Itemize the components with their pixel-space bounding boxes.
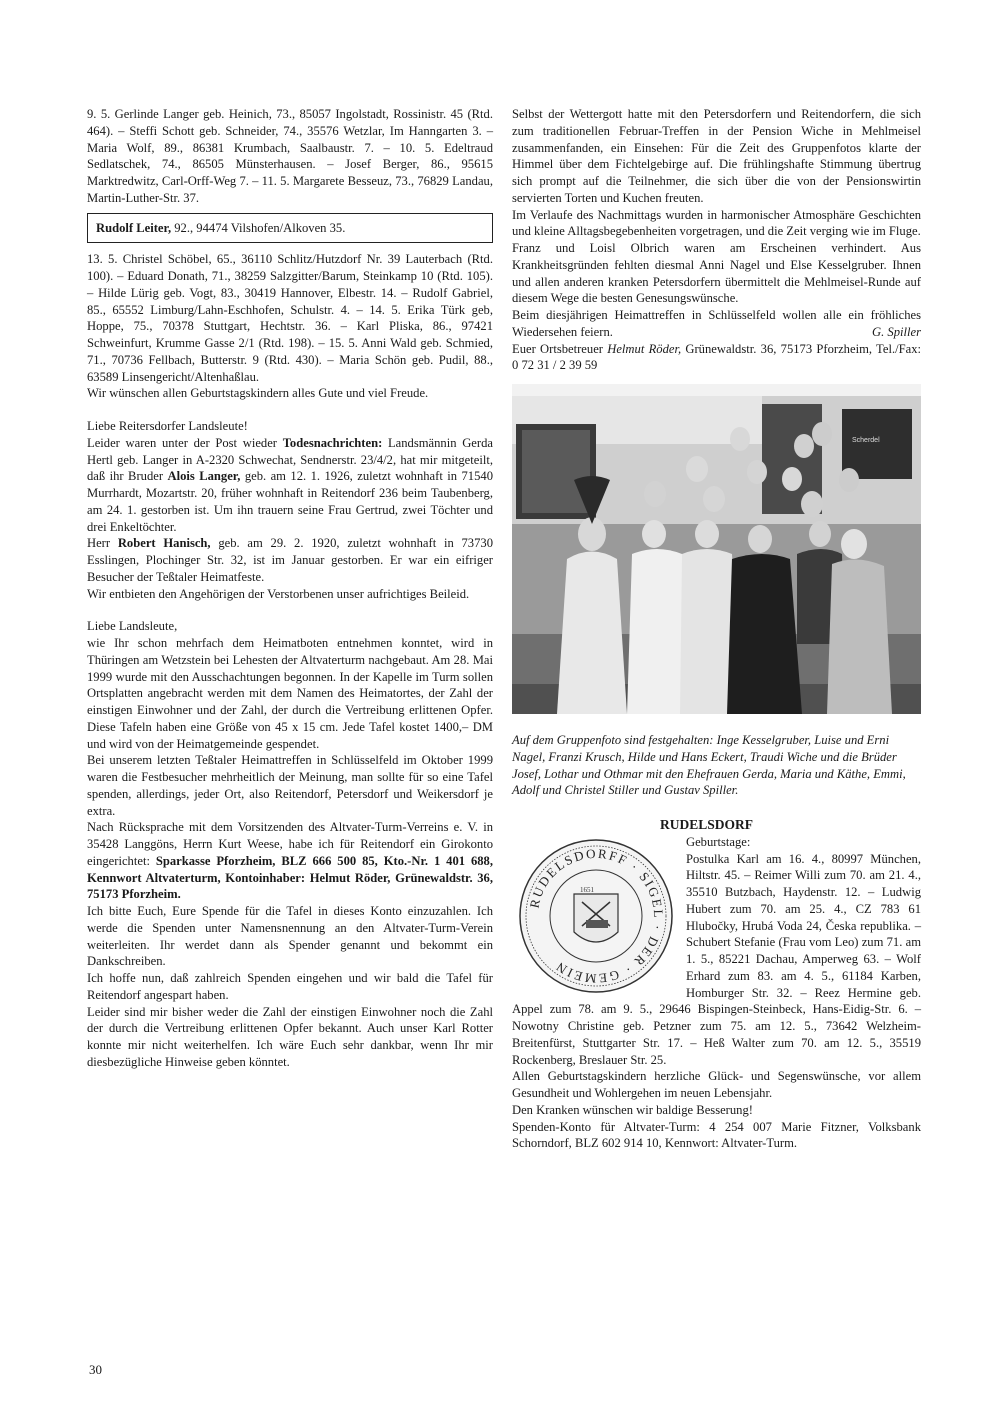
- death-notice-2: Herr Robert Hanisch, geb. am 29. 2. 1920, zuletzt wohnhaft in 73730 Esslingen, Plochinger Str. 32, ist im Januar gestorben. Er war ein eifriger Besucher der Teßtaler Heimatfeste.: [87, 536, 493, 584]
- greeting-reitersdorf: Liebe Reitersdorfer Landsleute!: [87, 419, 248, 433]
- seal-ring-text: RUDELSDORFF · SIGEL · DER · GEMEIN: [526, 845, 667, 987]
- tower-paragraph-1: wie Ihr schon mehrfach dem Heimatboten entnehmen konntet, wird in Thüringen am Wetzstein bei Lehesten der Altvaterturm nachgebaut. Am 28. Mai 1999 wurde mit den Ausschachtungen begonnen. In der Kapelle im Turm sollen Ortsplatten angebracht werden mit dem Namen des Heimatortes, der Zahl der einstigen Einwohner und der Zahl, der durch die Vertreibung erlittenen Opfer. Diese Tafeln haben eine Größe von 45 x 15 cm. Jede Tafel kostet 1400,– DM und wird von der Heimatgemeinde gespendet.: [87, 636, 493, 751]
- tower-paragraph-3: Nach Rücksprache mit dem Vorsitzenden des Altvater-Turm-Verreins e. V. in 35428 Langgöns, Herrn Kurt Weese, habe ich für Reitendorf ein Girokonto eingerichtet: Sparkasse Pforzheim, BLZ 666 500 85, Kto.-Nr. 1 401 688, Kennwort Altvaterturm, Kontoinhaber: Helmut Röder, Grünewaldstr. 36, 75173 Pforzheim.: [87, 820, 493, 902]
- birthday-wish: Wir wünschen allen Geburtstagskindern alles Gute und viel Freude.: [87, 386, 429, 401]
- tower-paragraph-2: Bei unserem letzten Teßtaler Heimattreffen in Schlüsselfeld im Oktober 1999 waren die Festbesucher mehrheitlich der Meinung, man sollte für so eine Tafel spenden, allerdings, jeder Ort, also Reitendorf, Petersdorf und Weikersdorf je extra.: [87, 753, 493, 818]
- donation-account: Spenden-Konto für Altvater-Turm: 4 254 007 Marie Fitzner, Volksbank Schorndorf, BLZ 602 914 10, Kennwort: Altvater-Turm.: [512, 1119, 921, 1151]
- tower-paragraph-6: Leider sind mir bisher weder die Zahl der einstigen Einwohner noch die Zahl der durch die Vertreibung erlittenen Opfer bekannt. Auch unser Karl Rotter konnte mir nicht weiterhelfen. Ich wäre Euch sehr dankbar, wenn Ihr mir diesbezügliche Hinweise geben könntet.: [87, 1004, 493, 1069]
- group-photo: [512, 384, 921, 714]
- tower-paragraph-4: Ich bitte Euch, Eure Spende für die Tafel in dieses Konto einzuzahlen. Ich werde die Spenden unter Namensnennung an den Altvater-Turm-Verein weiterleiten. Ihr werdet dann als Spender genannt und bekommt ein Dankschreiben.: [87, 904, 493, 969]
- left-column: [87, 106, 493, 1071]
- section-title-rudelsdorf: RUDELSDORF: [660, 817, 754, 832]
- birthday-list-2: 13. 5. Christel Schöbel, 65., 36110 Schlitz/Hutzdorf Nr. 39 Lauterbach (Rtd. 100). – Eduard Donath, 71., 38259 Salzgitter/Barum, Steinkamp 10 (Rtd. 105). – Hilde Lürig geb. Vogt, 83., 30419 Hannover, Elbestr. 14. – Rudolf Gabriel, 85., 65552 Limburg/Lahn-Eschhofen, Schulstr. 4. – 14. 5. Erika Türk geb, Hoppe, 75., 70378 Stuttgart, Hechtstr. 36. – Karl Pliska, 86., 97421 Schweinfurt, Krumme Gasse 2/1 (Rtd. 198). – 15. 5. Anni Wald geb. Schmied, 71., 70736 Fellbach, Butterstr. 9 (Rtd. 430). – Maria Schön geb. Pudil, 88., 63589 Linsengericht/Altenhaßlau.: [87, 252, 493, 384]
- right-column: [512, 106, 921, 1152]
- boxed-name: Rudolf Leiter,: [96, 220, 172, 235]
- right-paragraph-4: Beim diesjährigen Heimattreffen in Schlüsselfeld wollen alle ein fröhliches Wiedersehen feiern. G. Spiller: [512, 308, 921, 339]
- page-number: 30: [89, 1362, 102, 1377]
- birthday-label: Geburtstage:: [686, 834, 751, 849]
- highlighted-birthday-box: [87, 213, 493, 244]
- seal-image: [512, 836, 680, 996]
- right-paragraph-1: Selbst der Wettergott hatte mit den Petersdorfern und Reitendorfern, die sich zum traditionellen Februar-Treffen in der Pension Wiche in Mehlmeisel zusammenfanden, ein Einsehen: Für die Zeit des Gruppenfotos klarte der Himmel über dem Fichtelgebirge auf. Die frühlingshafte Stimmung übertrug sich prompt auf die Teilnehmer, die sich über die von der Pensionswirtin servierten Torten und Kuchen freuten.: [512, 107, 921, 205]
- right-paragraph-5: Euer Ortsbetreuer Helmut Röder, Grünewaldstr. 36, 75173 Pforzheim, Tel./Fax: 0 72 31 / 2 39 59: [512, 341, 921, 373]
- photo-sign-text: Scherdel: [852, 437, 880, 444]
- get-well-wishes: Den Kranken wünschen wir baldige Besserung!: [512, 1102, 753, 1117]
- signature: G. Spiller: [872, 324, 921, 339]
- birthday-list-1: 9. 5. Gerlinde Langer geb. Heinich, 73., 85057 Ingolstadt, Rossinistr. 45 (Rtd. 464). – Steffi Schott geb. Schneider, 74., 35576 Wetzlar, Im Hanngarten 3. – Maria Wolf, 89., 86381 Krumbach, Saalbaustr. 7. – 10. 5. Edeltraud Sedlatschek, 74., 86505 Münsterhausen. – Josef Berger, 86., 95615 Marktredwitz, Carl-Orff-Weg 7. – 11. 5. Margarete Besseuz, 73., 76829 Landau, Martin-Luther-Str. 37.: [87, 107, 493, 205]
- tower-paragraph-5: Ich hoffe nun, daß zahlreich Spenden eingehen und wir bald die Tafel für Reitendorf angespart haben.: [87, 971, 493, 1002]
- condolence: Wir entbieten den Angehörigen der Verstorbenen unser aufrichtiges Beileid.: [87, 586, 470, 601]
- municipal-seal: [512, 836, 680, 996]
- boxed-details: 92., 94474 Vilshofen/Alkoven 35.: [171, 220, 346, 235]
- photo-caption: Auf dem Gruppenfoto sind festgehalten: Inge Kesselgruber, Luise und Erni Nagel, Franzi Krusch, Hilde und Hans Eckert, Traudi Wiche und die Brüder Josef, Lothar und Othmar mit den Ehefrauen Gerda, Maria und Käthe, Emmi, Adolf und Christel Stiller und Gustav Spiller.: [512, 733, 906, 798]
- group-photo-image: [512, 384, 921, 714]
- right-paragraph-3: Franz und Loisl Olbrich waren am Erscheinen verhindert. Aus Krankheitsgründen fehlten diesmal Anni Nagel und Else Kesselgruber. Ihnen und allen anderen kranken Petersdorfern übermittelt die Mehlmeisel-Runde auf diesem Wege die besten Genesungswünsche.: [512, 241, 921, 306]
- greeting-landsleute: Liebe Landsleute,: [87, 619, 178, 634]
- closing-wishes: Allen Geburtstagskindern herzliche Glück- und Segenswünsche, vor allem Gesundheit und Wohlergehen im neuen Lebensjahr.: [512, 1069, 921, 1100]
- death-notice-1: Leider waren unter der Post wieder Todesnachrichten: Landsmännin Gerda Hertl geb. Langer in A-2320 Schwechat, Sendnerstr. 23/4/2, hat mir mitgeteilt, daß ihr Bruder Alois Langer, geb. am 12. 1. 1926, zuletzt wohnhaft in 71540 Murrhardt, Mozartstr. 20, früher wohnhaft in Reitendorf 236 beim Taubenberg, am 24. 1. gestorben ist. Um ihn trauern seine Frau Gertrud, zwei Töchter und drei Enkeltöchter.: [87, 435, 493, 534]
- rudelsdorf-birthdays: Postulka Karl am 16. 4., 80997 München, Hiltstr. 45. – Reimer Willi zum 70. am 21. 4., 35510 Butzbach, Haydenstr. 12. – Ludwig Hubert zum 70. am 25. 4., CZ 783 61 Hlubočky, Hrubá Voda 24, Česka republika. – Schubert Stefanie (Frau vom Leo) zum 71. am 1. 5., 85221 Dachau, Amperweg 63. – Wolf Erhard zum 83. am 4. 5., 61184 Karben, Homburger Str. 32. – Reez Hermine geb. Appel zum 78. am 9. 5., 29646 Bispingen-Steinbeck, Hans-Eidig-Str. 6. – Nowotny Christine geb. Petzner zum 75. am 12. 5., 73642 Welzheim-Breitenfürst, Stuttgarter Str. 17. – Heß Walter zum 70. am 12. 5., 35519 Rockenberg, Breslauer Str. 25.: [512, 851, 921, 1067]
- seal-year: 1651: [580, 885, 594, 894]
- right-paragraph-2: Im Verlaufe des Nachmittags wurden in harmonischer Atmosphäre Geschichten und kleine Alltagsbegebenheiten vorgetragen, und die Zeit verging wie im Fluge.: [512, 207, 921, 239]
